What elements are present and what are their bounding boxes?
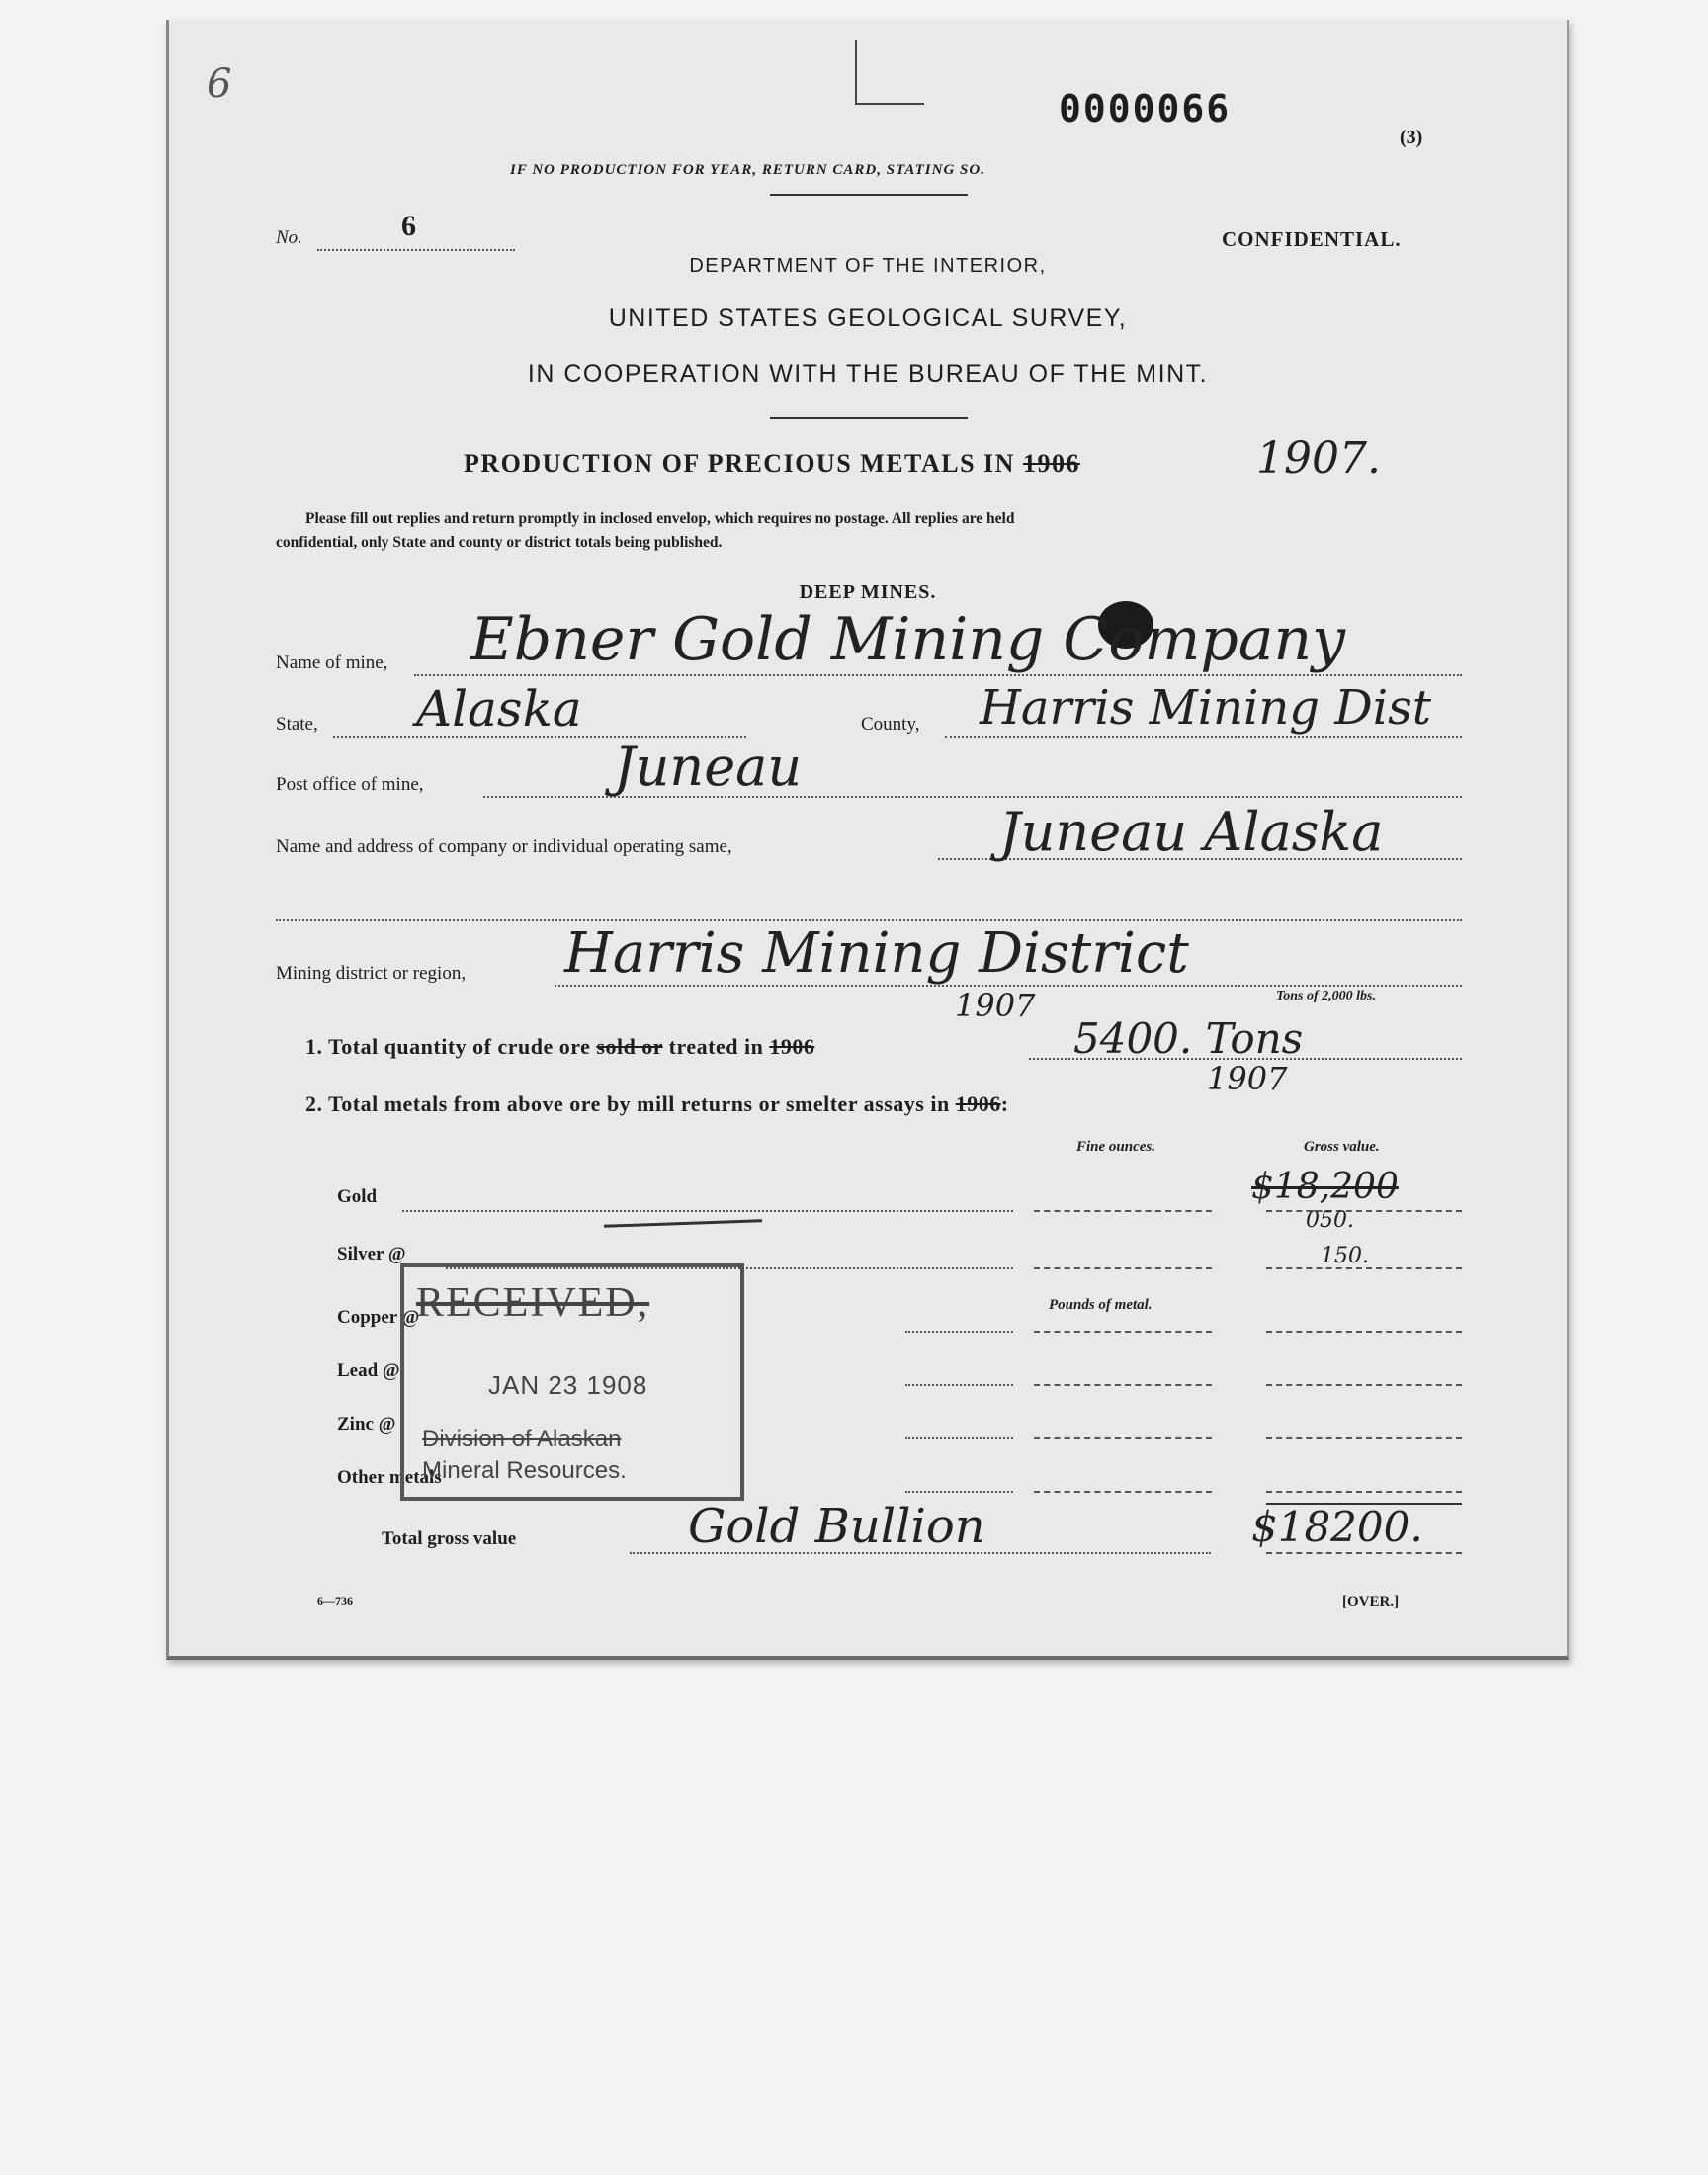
no-value: 6 bbox=[401, 210, 416, 242]
title-year-struck: 1906 bbox=[1022, 449, 1080, 478]
fine-ounces-header: Fine ounces. bbox=[1076, 1139, 1156, 1155]
county-value: Harris Mining Dist bbox=[980, 680, 1432, 736]
total-value-line bbox=[1266, 1552, 1462, 1554]
copper-pounds-line bbox=[1034, 1331, 1212, 1333]
q1-text-a: 1. Total quantity of crude ore bbox=[305, 1034, 591, 1059]
q1-year-struck: 1906 bbox=[769, 1034, 815, 1059]
mine-line bbox=[414, 674, 1462, 676]
fold-mark bbox=[855, 40, 857, 105]
top-notice: IF NO PRODUCTION FOR YEAR, RETURN CARD, STATING SO. bbox=[510, 162, 985, 178]
zinc-value-line bbox=[1266, 1437, 1462, 1439]
q2-text: 2. Total metals from above ore by mill returns or smelter assays in bbox=[305, 1091, 950, 1116]
copper-value-line bbox=[1266, 1331, 1462, 1333]
instructions-line-2: confidential, only State and county or district totals being published. bbox=[276, 534, 723, 551]
fold-mark-tail bbox=[855, 103, 924, 105]
gold-value: $18,200 bbox=[1251, 1167, 1399, 1207]
post-office-value: Juneau bbox=[614, 736, 803, 798]
copper-label: Copper @ bbox=[337, 1307, 420, 1328]
copper-dots bbox=[905, 1331, 1013, 1333]
county-line bbox=[945, 736, 1462, 738]
total-note: Gold Bullion bbox=[688, 1499, 985, 1554]
stamp-title: RECEIVED, bbox=[416, 1280, 650, 1326]
gold-extra-value: 050. bbox=[1306, 1208, 1354, 1233]
gold-label: Gold bbox=[337, 1186, 378, 1207]
q1-year-handwritten: 1907 bbox=[955, 987, 1036, 1024]
q2-question: 2. Total metals from above ore by mill returns or smelter assays in 1906: bbox=[305, 1091, 1009, 1116]
state-value: Alaska bbox=[416, 680, 582, 738]
q1-question bbox=[305, 1034, 814, 1060]
q1-value: 5400. Tons bbox=[1073, 1014, 1304, 1063]
gold-value-line bbox=[1266, 1210, 1462, 1212]
no-line bbox=[317, 249, 515, 251]
instructions-line-1: Please fill out replies and return promptly in inclosed envelop, which requires no postage. All replies are held bbox=[305, 510, 1015, 527]
over-label: [OVER.] bbox=[1342, 1594, 1400, 1610]
mine-label: Name of mine, bbox=[276, 652, 388, 673]
other-metals-label: Other metals bbox=[337, 1467, 442, 1488]
q1-text-b: treated in bbox=[668, 1034, 764, 1059]
total-value: $18200. bbox=[1251, 1503, 1423, 1551]
zinc-label: Zinc @ bbox=[337, 1414, 396, 1435]
form-title bbox=[464, 449, 1080, 478]
stamp-line-1: Division of Alaskan bbox=[422, 1426, 622, 1452]
other-pounds-line bbox=[1034, 1491, 1212, 1493]
serial-number: 0000066 bbox=[1059, 87, 1232, 130]
tons-note: Tons of 2,000 lbs. bbox=[1276, 989, 1377, 1003]
corner-number: 6 bbox=[207, 61, 232, 107]
silver-ounces-line bbox=[1034, 1267, 1212, 1269]
post-office-label: Post office of mine, bbox=[276, 774, 424, 795]
gold-ounces-line bbox=[1034, 1210, 1212, 1212]
other-value-line bbox=[1266, 1491, 1462, 1493]
title-text: PRODUCTION OF PRECIOUS METALS IN bbox=[464, 449, 1015, 478]
district-value: Harris Mining District bbox=[564, 921, 1189, 986]
zinc-dots bbox=[905, 1437, 1013, 1439]
zinc-pounds-line bbox=[1034, 1437, 1212, 1439]
pounds-header: Pounds of metal. bbox=[1049, 1297, 1153, 1313]
received-stamp bbox=[400, 1263, 744, 1501]
lead-value-line bbox=[1266, 1384, 1462, 1386]
survey-form-sheet bbox=[166, 20, 1569, 1660]
stamp-line-2: Mineral Resources. bbox=[422, 1457, 627, 1484]
silver-pen-stroke bbox=[604, 1219, 762, 1228]
mine-value: Ebner Gold Mining Company bbox=[470, 605, 1346, 674]
total-label: Total gross value bbox=[382, 1528, 517, 1549]
company-label: Name and address of company or individual operating same, bbox=[276, 836, 732, 857]
title-year-handwritten: 1907. bbox=[1256, 433, 1381, 483]
no-label: No. bbox=[276, 227, 302, 248]
survey-heading: UNITED STATES GEOLOGICAL SURVEY, bbox=[608, 304, 1128, 332]
gross-value-header: Gross value. bbox=[1304, 1139, 1380, 1155]
gold-dots bbox=[402, 1210, 1013, 1212]
page-number: (3) bbox=[1400, 127, 1423, 148]
q1-struck-text: sold or bbox=[596, 1034, 663, 1059]
other-dots bbox=[905, 1491, 1013, 1493]
silver-value: 150. bbox=[1321, 1244, 1369, 1268]
lead-pounds-line bbox=[1034, 1384, 1212, 1386]
section-heading: DEEP MINES. bbox=[799, 581, 937, 603]
cooperation-heading: IN COOPERATION WITH THE BUREAU OF THE MINT. bbox=[527, 360, 1209, 388]
lead-label: Lead @ bbox=[337, 1360, 400, 1381]
header-rule bbox=[770, 194, 968, 196]
stamp-date: JAN 23 1908 bbox=[488, 1370, 648, 1400]
silver-label: Silver @ bbox=[337, 1244, 406, 1264]
form-number: 6—736 bbox=[317, 1594, 353, 1608]
q2-year-struck: 1906 bbox=[955, 1091, 1001, 1116]
department-heading: DEPARTMENT OF THE INTERIOR, bbox=[689, 255, 1047, 277]
heading-rule bbox=[770, 417, 968, 419]
district-label: Mining district or region, bbox=[276, 963, 467, 984]
q2-year-handwritten: 1907 bbox=[1207, 1060, 1288, 1097]
company-value: Juneau Alaska bbox=[999, 801, 1384, 863]
state-label: State, bbox=[276, 714, 318, 735]
confidential-label: CONFIDENTIAL. bbox=[1222, 227, 1402, 251]
county-label: County, bbox=[861, 714, 920, 735]
lead-dots bbox=[905, 1384, 1013, 1386]
